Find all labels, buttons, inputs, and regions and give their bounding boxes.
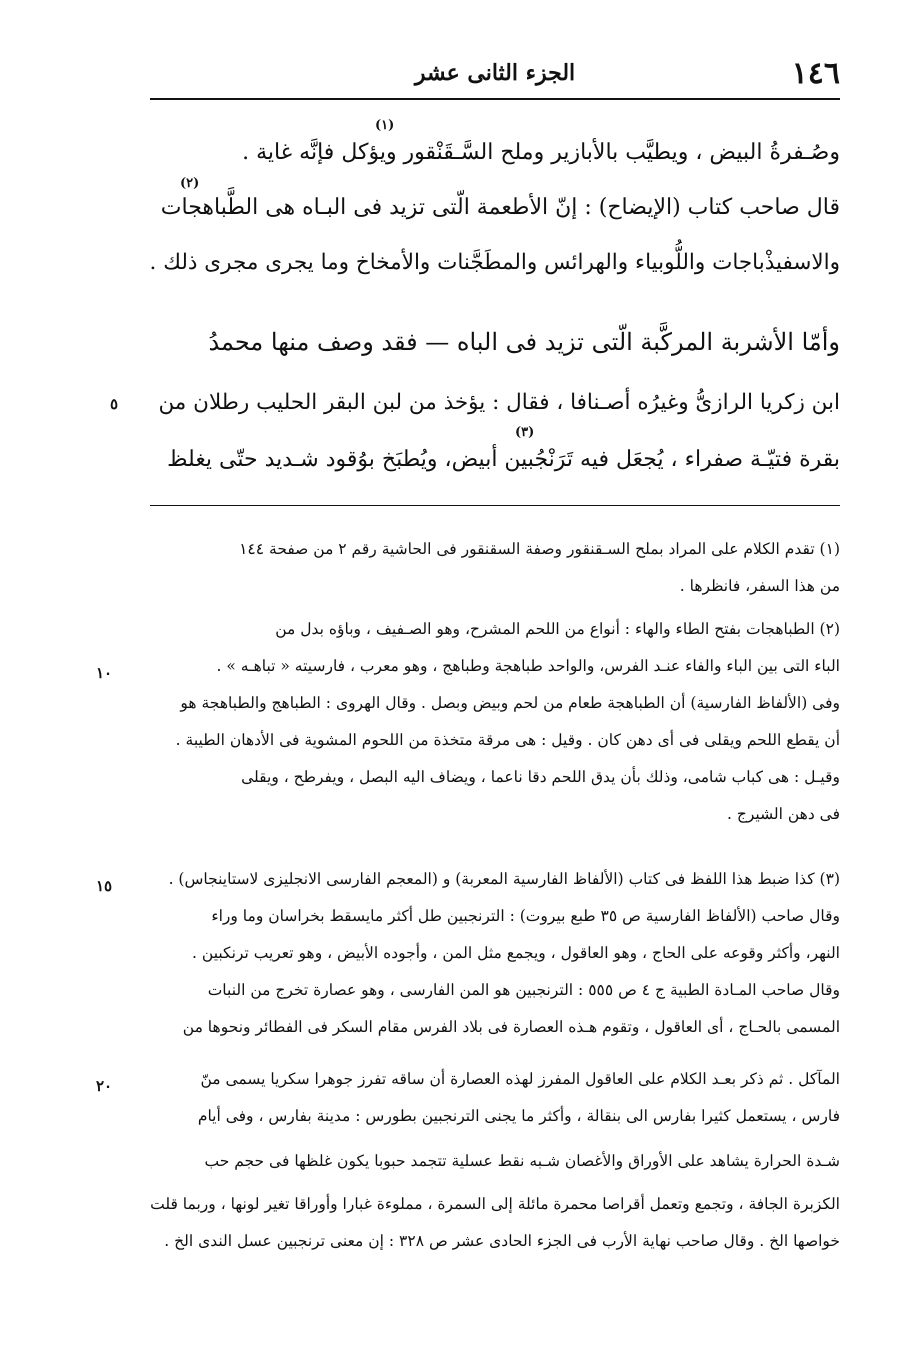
main-line-5: ابن زكريا الرازىُّ وغيرُه أصـنافا ، فقال : يؤخذ من لبن البقر الحليب رطلان من xyxy=(158,390,840,415)
footnote-separator xyxy=(150,505,840,506)
footnote-line: وقيـل : هى كباب شامى، وذلك بأن يدق اللحم دقا ناعما ، ويضاف اليه البصل ، ويفرطح ، ويقلى xyxy=(241,768,840,786)
footnote-line: وقال صاحب (الألفاظ الفارسية ص ٣٥ طبع بيروت) : الترنجبين طل أكثر مايسقط بخراسان وما وراء xyxy=(211,907,840,925)
footnote-line: (١) تقدم الكلام على المراد بملح السـقنقور وصفة السقنقور فى الحاشية رقم ٢ من صفحة ١٤٤ xyxy=(239,540,840,558)
running-head: الجزء الثانى عشر xyxy=(414,60,576,86)
margin-line-number: ١٥ xyxy=(96,877,113,895)
footnote-line: النهر، وأكثر وقوعه على الحاج ، وهو العاقول ، ويجمع مثل المن ، وأجوده الأبيض ، وهو تعريب ترنكبين . xyxy=(192,944,840,962)
margin-line-number: ٢٠ xyxy=(96,1077,113,1095)
footnote-line: المآكل . ثم ذكر بعـد الكلام على العاقول المفرز لهذه العصارة أن ساقه تفرز جوهرا سكريا يسمى منّ xyxy=(200,1070,840,1088)
page-header xyxy=(150,56,840,100)
main-line-2: قال صاحب كتاب (الإيضاح) : إنّ الأطعمة الّتى تزيد فى البـاه هى الطَّباهجات xyxy=(160,195,840,220)
footnote-line: فارس ، يستعمل كثيرا بفارس الى بنقالة ، وأكثر ما يجنى الترنجبين بطورس : مدينة بفارس ، وفى أيام xyxy=(197,1107,840,1125)
margin-line-number: ٥ xyxy=(110,395,119,413)
footnote-line: خواصها الخ . وقال صاحب نهاية الأرب فى الجزء الحادى عشر ص ٣٢٨ : إن معنى ترنجبين عسل الندى الخ . xyxy=(164,1232,840,1250)
footnote-line: المسمى بالحـاج ، أى العاقول ، وتقوم هـذه العصارة فى بلاد الفرس مقام السكر فى الفطائر ونحوها من xyxy=(182,1018,840,1036)
footnote-line: شـدة الحرارة يشاهد على الأوراق والأغصان شـبه نقط عسلية تتجمد حبوبا يكون غلظها فى حجم حب xyxy=(204,1152,840,1170)
page-number: ١٤٦ xyxy=(791,56,840,91)
footnote-line: (٣) كذا ضبط هذا اللفظ فى كتاب (الألفاظ الفارسية المعربة) و (المعجم الفارسى الانجليزى لاستاينجاس) . xyxy=(168,870,840,888)
main-line-3: والاسفيذْباجات واللُّوبياء والهرائس والمطَجَّنات والأمخاخ وما يجرى مجرى ذلك . xyxy=(149,250,840,275)
margin-line-number: ١٠ xyxy=(96,664,113,682)
footnote-line: فى دهن الشيرج . xyxy=(726,805,840,823)
main-line-1: وصُـفرةُ البيض ، ويطيَّب بالأبازير وملح السَّـقَنْقور ويؤكل فإنَّه غاية . xyxy=(242,140,840,165)
main-line-6: بقرة فتيّـة صفراء ، يُجعَل فيه تَرَنْجُبين أبيض، ويُطبَخ بوُقود شـديد حتّى يغلظ xyxy=(167,447,840,472)
note-marker-2: (٢) xyxy=(180,176,200,191)
footnote-line: الكزبرة الجافة ، وتجمع وتعمل أقراصا محمرة مائلة إلى السمرة ، مملوءة غبارا وأوراقا تغير لونها ، وربما قلت xyxy=(150,1195,840,1213)
note-marker-1: (١) xyxy=(375,118,395,133)
footnote-line: الباء التى بين الباء والفاء عنـد الفرس، والواحد طباهجة وطباهج ، وهو معرب ، فارسيته « تباهـه » . xyxy=(216,657,840,675)
footnote-line: وقال صاحب المـادة الطبية ج ٤ ص ٥٥٥ : الترنجبين هو المن الفارسى ، وهو عصارة تخرج من النبات xyxy=(207,981,840,999)
footnote-line: أن يقطع اللحم ويقلى فى أى دهن كان . وقيل : هى مرقة متخذة من اللحوم المشوية فى الأدهان الطيبة . xyxy=(175,731,840,749)
footnote-line: من هذا السفر، فانظرها . xyxy=(679,577,840,595)
footnote-line: (٢) الطباهجات بفتح الطاء والهاء : أنواع من اللحم المشرح، وهو الصـفيف ، وباؤه بدل من xyxy=(275,620,840,638)
main-line-4: وأمّا الأشربة المركَّبة الّتى تزيد فى الباه — فقد وصف منها محمدُ xyxy=(208,328,840,356)
footnote-line: وفى (الألفاظ الفارسية) أن الطباهجة طعام من لحم وبيض وبصل . وقال الهروى : الطباهج والطباهجة هو xyxy=(180,694,840,712)
note-marker-3: (٣) xyxy=(515,425,535,440)
